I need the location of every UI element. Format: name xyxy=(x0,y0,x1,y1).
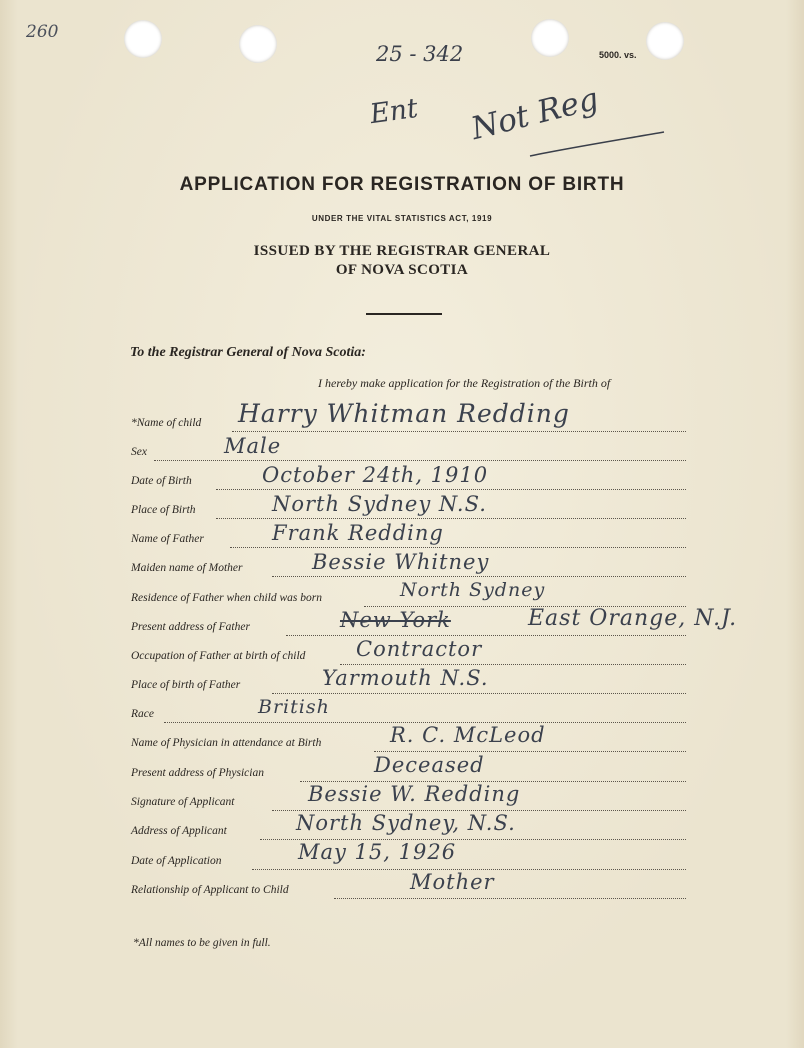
field-label: Occupation of Father at birth of child xyxy=(131,650,306,662)
field-value: North Sydney N.S. xyxy=(272,492,487,516)
field-value: May 15, 1926 xyxy=(298,840,457,864)
field-value: Contractor xyxy=(356,637,483,661)
footnote: *All names to be given in full. xyxy=(133,937,271,949)
field-value: British xyxy=(258,696,330,718)
punch-hole xyxy=(646,22,684,60)
field-label: Present address of Physician xyxy=(131,767,264,779)
punch-hole xyxy=(124,20,162,58)
punch-hole xyxy=(531,19,569,57)
field-label: Name of Physician in attendance at Birth xyxy=(131,737,322,749)
not-registered-note: Not Reg xyxy=(467,80,603,148)
header-divider xyxy=(366,313,442,315)
field-line xyxy=(230,547,686,548)
form-subtitle: UNDER THE VITAL STATISTICS ACT, 1919 xyxy=(311,214,493,223)
form-title: APPLICATION FOR REGISTRATION OF BIRTH xyxy=(179,174,625,195)
field-value: Deceased xyxy=(374,753,485,777)
field-line xyxy=(216,518,686,519)
underline-mark xyxy=(528,130,668,160)
entry-note: Ent xyxy=(368,92,420,131)
field-value: Frank Redding xyxy=(272,521,444,545)
issuer-line-1: ISSUED BY THE REGISTRAR GENERAL xyxy=(253,243,551,259)
field-label: Present address of Father xyxy=(131,621,250,633)
field-value: Male xyxy=(224,434,282,458)
punch-hole xyxy=(239,25,277,63)
intro-text: I hereby make application for the Registration of the Birth of xyxy=(318,376,611,390)
field-value: Bessie W. Redding xyxy=(308,782,521,806)
field-line xyxy=(272,576,686,577)
field-label: Signature of Applicant xyxy=(131,796,235,808)
field-line xyxy=(334,898,686,899)
field-label: Place of Birth xyxy=(131,504,196,516)
field-label: Address of Applicant xyxy=(131,825,227,837)
field-label: *Name of child xyxy=(131,417,202,429)
field-value: North Sydney xyxy=(400,579,546,601)
field-line xyxy=(232,431,686,432)
field-label: Residence of Father when child was born xyxy=(131,592,322,604)
field-value: Mother xyxy=(410,870,495,894)
struck-value: New York xyxy=(340,608,451,632)
field-label: Place of birth of Father xyxy=(131,679,241,691)
field-value: Yarmouth N.S. xyxy=(322,666,489,690)
issuer-line-2: OF NOVA SCOTIA xyxy=(335,262,469,278)
field-label: Maiden name of Mother xyxy=(131,562,243,574)
file-number: 25 - 342 xyxy=(376,42,464,66)
salutation: To the Registrar General of Nova Scotia: xyxy=(130,345,366,360)
field-label: Date of Birth xyxy=(131,475,192,487)
field-value: Bessie Whitney xyxy=(312,550,490,574)
field-line xyxy=(374,751,686,752)
field-value: Harry Whitman Redding xyxy=(238,399,570,428)
print-run-code: 5000. vs. xyxy=(599,50,637,60)
field-line xyxy=(216,489,686,490)
field-line xyxy=(340,664,686,665)
field-value: October 24th, 1910 xyxy=(262,463,489,487)
field-label: Sex xyxy=(131,446,147,458)
field-value: North Sydney, N.S. xyxy=(296,811,516,835)
corner-number: 260 xyxy=(26,22,59,42)
field-label: Race xyxy=(131,708,154,720)
field-line xyxy=(272,693,686,694)
field-value: East Orange, N.J. xyxy=(528,606,738,631)
field-line xyxy=(154,460,686,461)
field-label: Date of Application xyxy=(131,855,222,867)
field-label: Relationship of Applicant to Child xyxy=(131,884,289,896)
field-value: R. C. McLeod xyxy=(390,723,546,747)
field-label: Name of Father xyxy=(131,533,204,545)
field-line xyxy=(286,635,686,636)
